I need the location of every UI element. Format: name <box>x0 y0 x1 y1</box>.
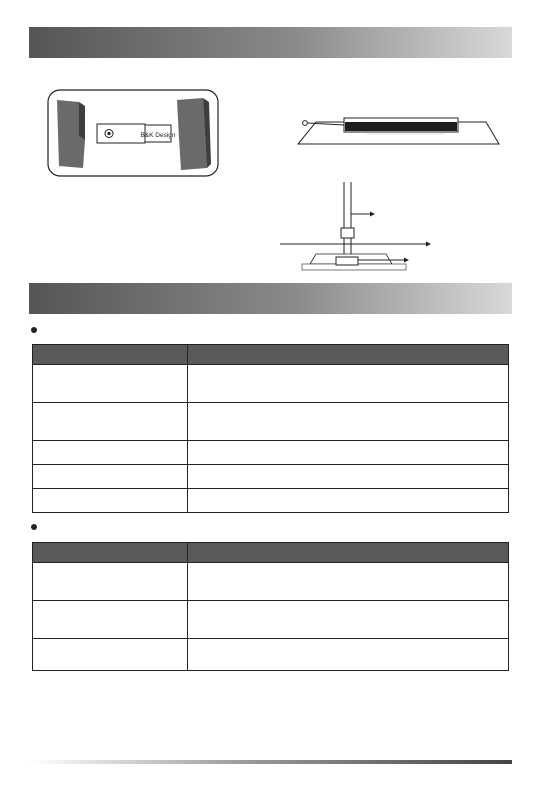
section-header-top <box>29 27 512 58</box>
table-cell <box>33 601 188 639</box>
table-cell <box>33 639 188 671</box>
table-row <box>33 441 509 465</box>
device-illustration <box>45 88 221 178</box>
table-cell <box>188 465 509 489</box>
table-cell <box>188 365 509 403</box>
section-title <box>29 291 39 306</box>
table-row <box>33 465 509 489</box>
table-row <box>33 563 509 601</box>
bullet-icon <box>31 524 37 530</box>
bullet-icon <box>31 327 37 333</box>
table-row <box>33 489 509 513</box>
table-header-cell <box>188 543 509 563</box>
table-cell <box>33 489 188 513</box>
device-label: B&K Design <box>140 132 176 139</box>
section-header-specs <box>29 283 512 314</box>
table-cell <box>188 563 509 601</box>
table-header-cell <box>33 345 188 365</box>
table-cell <box>188 639 509 671</box>
tv-soundbar-illustration <box>296 112 502 148</box>
spec-table-2 <box>32 542 509 671</box>
footer-divider <box>29 760 512 764</box>
table-row <box>33 403 509 441</box>
table-header-row <box>33 345 509 365</box>
table-cell <box>33 563 188 601</box>
wall-plate-icon <box>57 100 85 168</box>
section-title <box>29 35 39 50</box>
table-cell <box>33 365 188 403</box>
table-cell <box>188 441 509 465</box>
table-cell <box>188 403 509 441</box>
table-row <box>33 639 509 671</box>
table-header-row <box>33 543 509 563</box>
table-cell <box>33 403 188 441</box>
mounting-diagram <box>278 182 438 274</box>
table-cell <box>188 601 509 639</box>
table-cell <box>33 465 188 489</box>
arrow-right-icon <box>280 242 431 247</box>
soundbar-icon <box>344 118 458 134</box>
spec-table-1 <box>32 344 509 513</box>
table-cell <box>33 441 188 465</box>
table-cell <box>188 489 509 513</box>
mounting-bracket-icon <box>302 182 406 270</box>
table-row <box>33 601 509 639</box>
table-header-cell <box>33 543 188 563</box>
arrow-right-icon <box>351 212 375 217</box>
table-header-cell <box>188 345 509 365</box>
table-row <box>33 365 509 403</box>
wall-plate-icon <box>177 98 211 170</box>
